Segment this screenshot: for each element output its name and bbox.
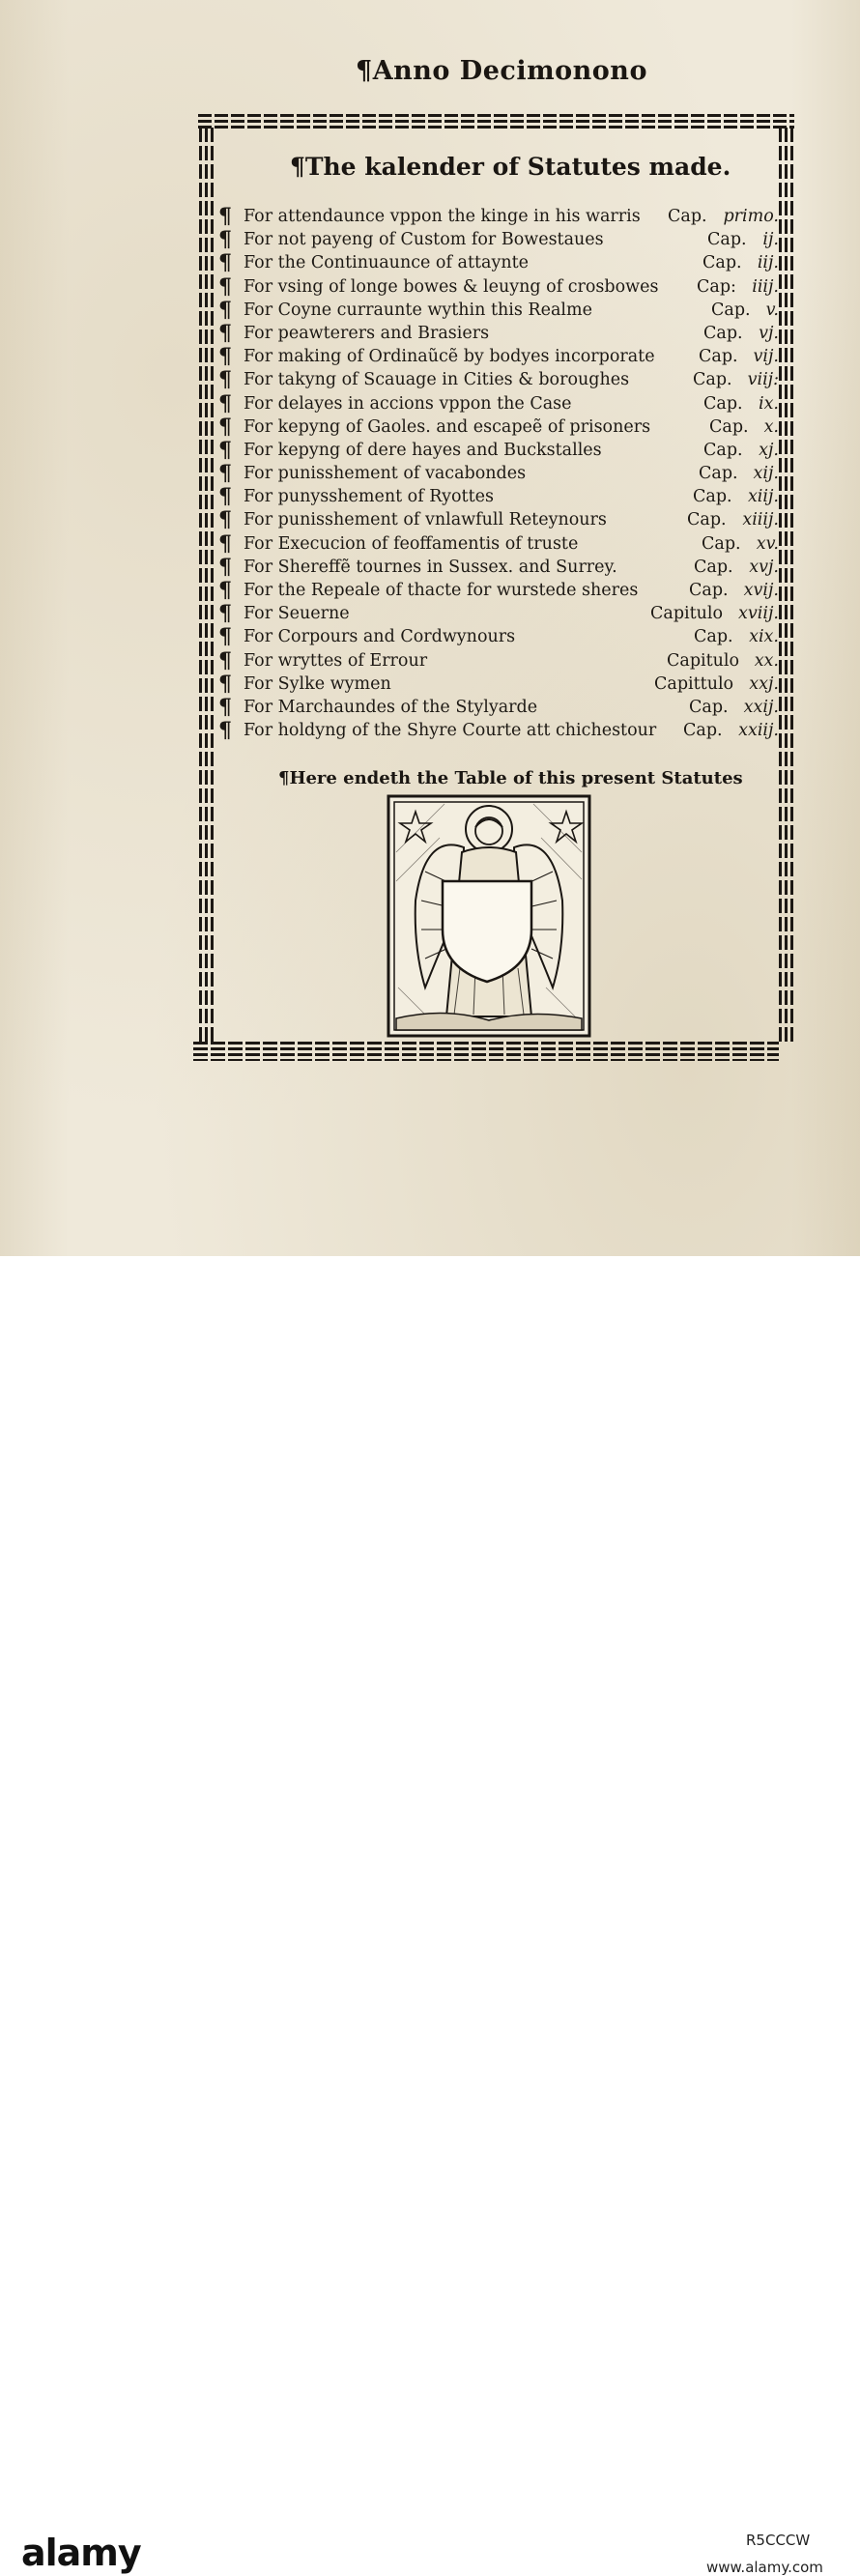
chapter-number: vij.: [753, 347, 779, 367]
pilcrow-icon: ¶: [218, 367, 232, 393]
statute-entry: [218, 322, 777, 345]
chapter-number: xiij.: [747, 487, 779, 507]
chapter-number: vj.: [759, 323, 779, 343]
chapter-label: Cap.: [703, 440, 743, 460]
pilcrow-icon: ¶: [218, 530, 232, 557]
statute-entry: [218, 485, 777, 508]
statute-entry: [218, 719, 777, 742]
pilcrow-icon: ¶: [218, 390, 232, 416]
statute-title: For punysshement of Ryottes: [244, 487, 494, 507]
pilcrow-icon: ¶: [218, 601, 232, 627]
statute-title: For making of Ordinaũcẽ by bodyes incorporate: [244, 347, 655, 367]
chapter-number: xxij.: [743, 697, 779, 717]
statute-entry: [218, 696, 777, 719]
statute-title: For delayes in accions vppon the Case: [244, 393, 572, 414]
ornamental-border-left: [199, 128, 215, 1042]
chapter-label: Cap.: [683, 721, 723, 741]
chapter-label: Cap.: [702, 533, 741, 554]
chapter-number: xxiij.: [738, 721, 779, 741]
pilcrow-icon: ¶: [218, 344, 232, 370]
pilcrow-icon: ¶: [218, 320, 232, 346]
pilcrow-icon: ¶: [218, 578, 232, 603]
chapter-number: xvij.: [743, 581, 779, 600]
statute-title: For takyng of Scauage in Cities & boroughes: [244, 370, 630, 390]
chapter-label: Cap.: [709, 416, 749, 437]
chapter-label: Capitulo: [650, 604, 724, 624]
ornamental-border-bottom: [193, 1042, 779, 1061]
statute-entry: [218, 392, 777, 415]
statute-entry: [218, 462, 777, 485]
pilcrow-icon: ¶: [218, 437, 232, 463]
chapter-number: xix.: [749, 627, 779, 647]
statute-entry: [218, 602, 777, 625]
pilcrow-icon: ¶: [356, 56, 373, 86]
pilcrow-icon: ¶: [218, 204, 232, 229]
chapter-number: x.: [763, 416, 779, 437]
chapter-label: Capittulo: [654, 673, 734, 694]
chapter-label: Capitulo: [667, 650, 740, 671]
chapter-number: v.: [765, 300, 779, 320]
pilcrow-icon: ¶: [218, 671, 232, 697]
chapter-label: Cap.: [702, 253, 742, 273]
statute-title: For Corpours and Cordwynours: [244, 627, 516, 647]
pilcrow-icon: ¶: [218, 273, 232, 300]
pilcrow-icon: ¶: [218, 414, 232, 440]
chapter-label: Cap.: [707, 230, 747, 250]
chapter-number: xiiij.: [742, 510, 779, 530]
statute-title: For the Continuaunce of attaynte: [244, 253, 529, 273]
chapter-label: Cap.: [668, 207, 707, 226]
pilcrow-icon: ¶: [218, 694, 232, 720]
statute-title: For punisshement of vacabondes: [244, 464, 527, 484]
statute-title: For kepyng of Gaoles. and escapeẽ of prisoners: [244, 416, 651, 437]
chapter-number: xx.: [754, 650, 779, 671]
chapter-label: Cap.: [693, 487, 732, 507]
pilcrow-icon: ¶: [218, 461, 232, 487]
statute-entry: [218, 556, 777, 579]
image-id: R5CCCW: [746, 2532, 811, 2549]
statute-title: For holdyng of the Shyre Courte att chichestour: [244, 721, 657, 741]
statute-title: For Execucion of feoffamentis of truste: [244, 533, 579, 554]
statute-entry: [218, 205, 777, 228]
statute-entry: [218, 415, 777, 439]
chapter-label: Cap.: [687, 510, 727, 530]
chapter-number: xv.: [756, 533, 779, 554]
pilcrow-icon: ¶: [218, 250, 232, 276]
book-page: [0, 0, 860, 1256]
pilcrow-icon: ¶: [218, 718, 232, 744]
ornamental-border-right: [779, 128, 794, 1042]
chapter-label: Cap.: [694, 627, 733, 647]
chapter-number: primo.: [723, 207, 779, 226]
statute-table: [218, 205, 777, 742]
statute-title: For Seuerne: [244, 604, 350, 624]
chapter-number: xj.: [759, 440, 779, 460]
statute-entry: [218, 532, 777, 556]
table-end-text: Here endeth the Table of this present Statutes: [289, 768, 743, 788]
statute-entry: [218, 345, 777, 368]
pilcrow-icon: ¶: [218, 297, 232, 323]
running-head: [356, 56, 647, 86]
watermark-footer: [0, 1256, 860, 2576]
statute-entry: [218, 649, 777, 673]
chapter-label: Cap.: [689, 697, 729, 717]
pilcrow-icon: ¶: [218, 484, 232, 510]
chapter-label: Cap.: [699, 464, 738, 484]
ornamental-border-top: [198, 114, 794, 129]
pilcrow-icon: ¶: [290, 153, 305, 181]
chapter-number: xviij.: [738, 604, 779, 624]
statute-title: For Coyne curraunte wythin this Realme: [244, 300, 592, 320]
chapter-number: iiij.: [752, 276, 779, 297]
statute-title: For attendaunce vppon the kinge in his warris: [244, 207, 641, 226]
pilcrow-icon: ¶: [278, 768, 290, 788]
statute-title: For vsing of longe bowes & leuyng of crosbowes: [244, 276, 659, 297]
statute-entry: [218, 673, 777, 696]
chapter-label: Cap.: [693, 370, 732, 390]
chapter-label: Cap.: [711, 300, 751, 320]
site-url: www.alamy.com: [706, 2559, 823, 2576]
chapter-label: Cap.: [689, 581, 729, 600]
statute-entry: [218, 299, 777, 322]
page-title-text: The kalender of Statutes made.: [304, 153, 731, 181]
chapter-number: xvj.: [749, 557, 779, 577]
statute-title: For not payeng of Custom for Bowestaues: [244, 230, 604, 250]
pilcrow-icon: ¶: [218, 624, 232, 650]
chapter-number: viij:: [747, 370, 779, 390]
running-head-text: Anno Decimonono: [372, 56, 647, 86]
statute-entry: [218, 439, 777, 462]
chapter-number: ij.: [762, 230, 779, 250]
page-title: [290, 153, 731, 181]
statute-title: For wryttes of Errour: [244, 650, 428, 671]
chapter-label: Cap.: [699, 347, 738, 367]
statute-entry: [218, 275, 777, 299]
brand-logo: alamy: [21, 2532, 141, 2574]
chapter-label: Cap.: [703, 323, 743, 343]
chapter-number: xij.: [753, 464, 779, 484]
statute-title: For peawterers and Brasiers: [244, 323, 490, 343]
statute-entry: [218, 368, 777, 391]
statute-title: For Shereffẽ tournes in Sussex. and Surrey.: [244, 557, 617, 577]
chapter-label: Cap.: [694, 557, 733, 577]
statute-entry: [218, 579, 777, 602]
table-end-line: [278, 768, 743, 788]
chapter-label: Cap:: [697, 276, 736, 297]
statute-title: For Sylke wymen: [244, 673, 391, 694]
chapter-number: iij.: [757, 253, 779, 273]
statute-title: For kepyng of dere hayes and Buckstalles: [244, 440, 602, 460]
chapter-label: Cap.: [703, 393, 743, 414]
statute-title: For the Repeale of thacte for wurstede sheres: [244, 581, 639, 600]
pilcrow-icon: ¶: [218, 647, 232, 673]
pilcrow-icon: ¶: [218, 227, 232, 253]
statute-entry: [218, 251, 777, 274]
statute-entry: [218, 508, 777, 531]
chapter-number: ix.: [758, 393, 779, 414]
chapter-number: xxj.: [749, 673, 779, 694]
statute-title: For Marchaundes of the Stylyarde: [244, 697, 538, 717]
statute-entry: [218, 228, 777, 251]
angel-with-shield-icon: [387, 794, 591, 1038]
pilcrow-icon: ¶: [218, 507, 232, 533]
pilcrow-icon: ¶: [218, 554, 232, 580]
statute-entry: [218, 625, 777, 648]
statute-title: For punisshement of vnlawfull Reteynours: [244, 510, 607, 530]
